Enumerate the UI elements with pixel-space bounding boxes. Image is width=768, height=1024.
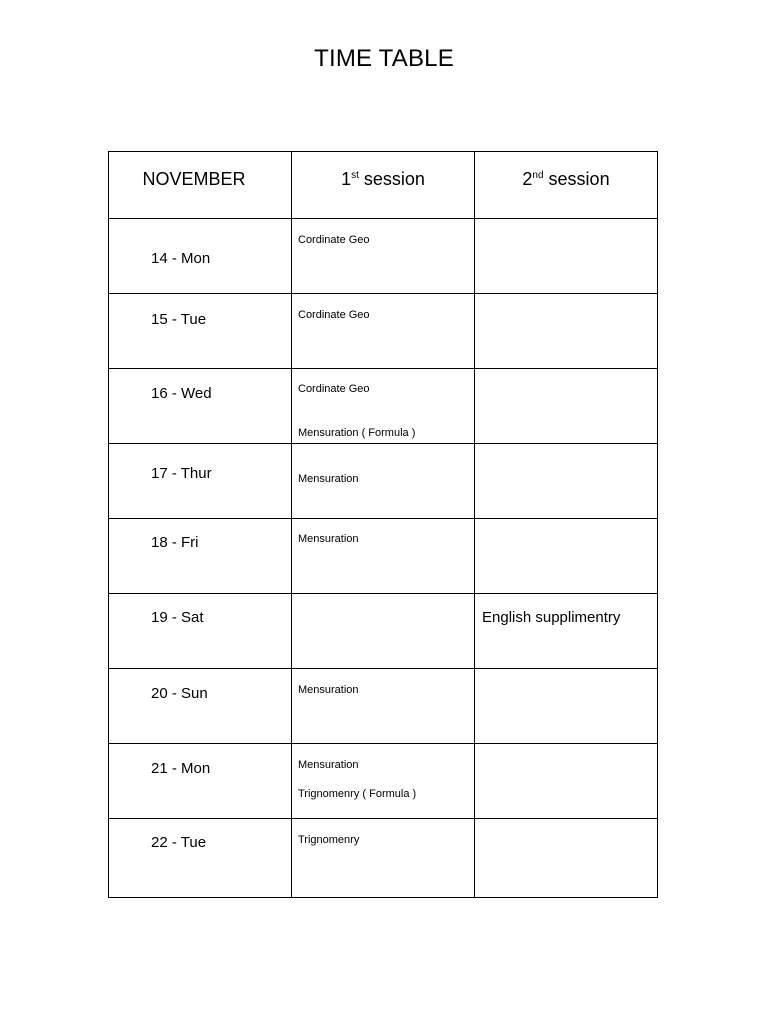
day-label: 15 - Tue — [151, 311, 207, 328]
day-cell — [109, 294, 292, 369]
session1-cell — [292, 594, 475, 669]
header-row — [109, 152, 658, 219]
session1-cell — [292, 369, 475, 444]
header-session1-cell — [292, 152, 475, 219]
session1-subject: Cordinate Geo — [298, 234, 370, 246]
session2-cell — [475, 519, 658, 594]
session2-cell — [475, 219, 658, 294]
day-label: 21 - Mon — [151, 760, 211, 777]
session2-cell — [475, 744, 658, 819]
session2-cell — [475, 294, 658, 369]
table-row — [109, 444, 658, 519]
day-label: 16 - Wed — [151, 385, 212, 402]
session1-subject: Trignomenry — [298, 834, 360, 846]
header-session1: 1st session — [341, 169, 425, 189]
page-title: TIME TABLE — [314, 45, 454, 72]
header-month: NOVEMBER — [142, 169, 246, 189]
session1-subject: Mensuration — [298, 473, 359, 485]
day-label: 18 - Fri — [151, 534, 199, 551]
session1-cell — [292, 669, 475, 744]
session1-cell — [292, 219, 475, 294]
table-row — [109, 294, 658, 369]
session2-cell — [475, 594, 658, 669]
table-row — [109, 369, 658, 444]
session1-subject: Trignomenry ( Formula ) — [298, 788, 417, 800]
session1-cell — [292, 444, 475, 519]
table-row — [109, 669, 658, 744]
session1-subject: Cordinate Geo — [298, 383, 370, 395]
table-row — [109, 819, 658, 898]
header-session2-cell — [475, 152, 658, 219]
day-cell — [109, 219, 292, 294]
header-session2: 2nd session — [522, 169, 610, 189]
session1-subject: Mensuration — [298, 759, 359, 771]
session2-cell — [475, 669, 658, 744]
session2-cell — [475, 819, 658, 898]
table-row — [109, 744, 658, 819]
session1-cell — [292, 819, 475, 898]
session1-subject: Mensuration — [298, 533, 359, 545]
day-label: 20 - Sun — [151, 685, 208, 702]
day-cell — [109, 744, 292, 819]
day-cell — [109, 669, 292, 744]
day-label: 14 - Mon — [151, 250, 211, 267]
day-label: 22 - Tue — [151, 834, 207, 851]
session2-cell — [475, 444, 658, 519]
session1-cell — [292, 744, 475, 819]
session2-subject: English supplimentry — [482, 609, 621, 626]
day-cell — [109, 369, 292, 444]
session1-cell — [292, 294, 475, 369]
header-month-cell — [109, 152, 292, 219]
day-cell — [109, 519, 292, 594]
day-label: 19 - Sat — [151, 609, 204, 626]
table-row — [109, 594, 658, 669]
session1-subject: Mensuration — [298, 684, 359, 696]
day-cell — [109, 594, 292, 669]
day-label: 17 - Thur — [151, 465, 212, 482]
day-cell — [109, 444, 292, 519]
session2-cell — [475, 369, 658, 444]
day-cell — [109, 819, 292, 898]
timetable — [108, 151, 658, 898]
table-row — [109, 519, 658, 594]
session1-subject: Cordinate Geo — [298, 309, 370, 321]
session1-cell — [292, 519, 475, 594]
session1-subject: Mensuration ( Formula ) — [298, 427, 416, 439]
table-row — [109, 219, 658, 294]
